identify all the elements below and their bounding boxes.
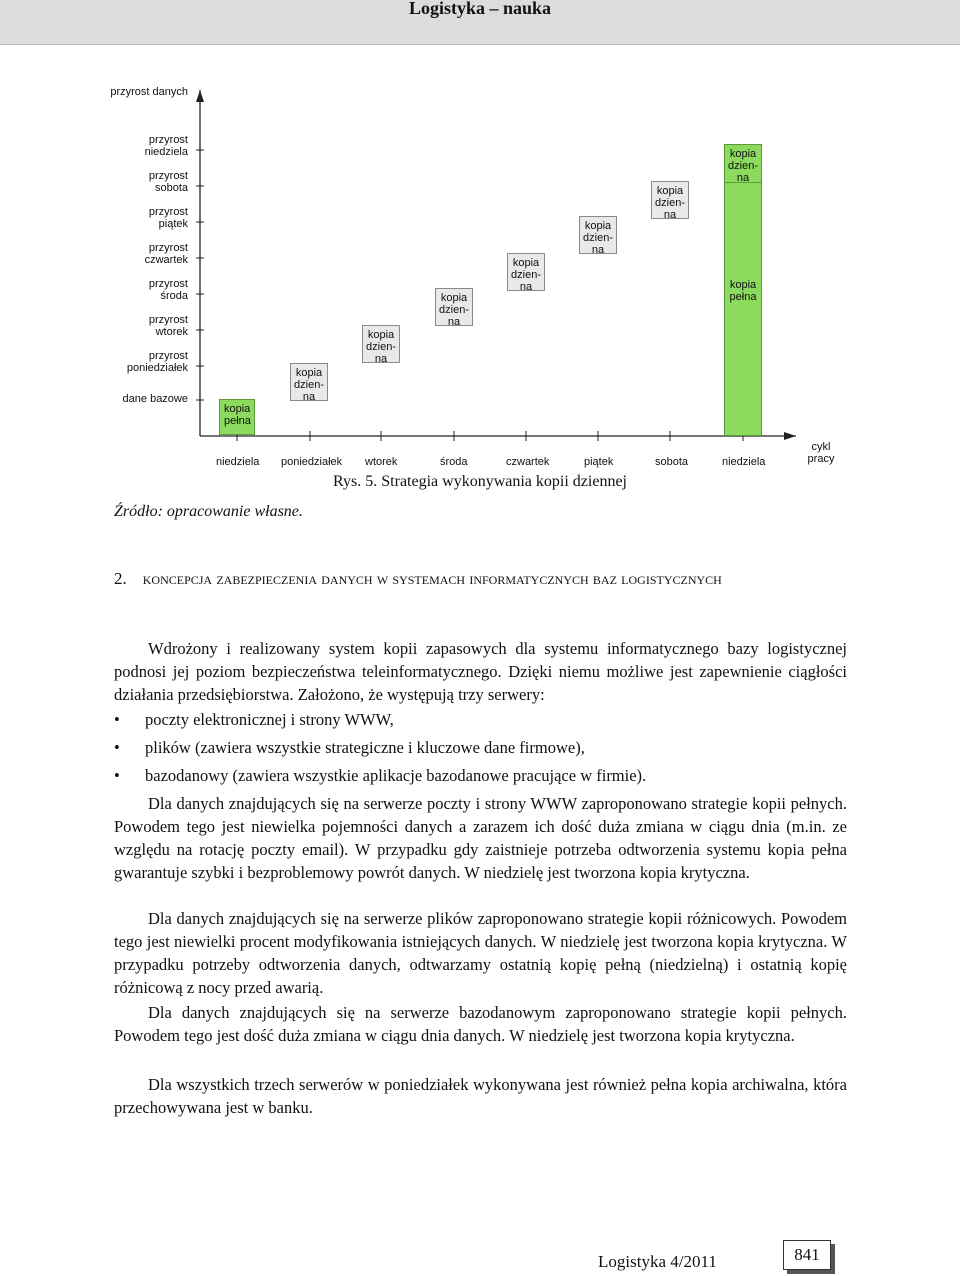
y-label-line: przyrost: [148, 314, 188, 326]
daily-copy-box-wednesday: [435, 288, 473, 326]
section-number: 2.: [114, 569, 127, 588]
paragraph: Dla danych znajdujących się na serwerze poczty i strony WWW zaproponowano strategie kopii pełnych. Powodem tego jest niewielka pojemności danych a zarazem ich dość duża zmiana w ciągu dnia (m.in. ze względu na rotację poczty email). W przypadku gdy zaistnieje potrzeba odtworzenia systemu kopia pełna gwarantuje szybki i bezproblemowy powrót danych. W niedzielę jest tworzona kopia krytyczna.: [114, 794, 847, 882]
box-text: kopia: [295, 367, 323, 379]
y-label: [38, 314, 188, 338]
y-label: [38, 278, 188, 302]
x-axis-arrow: [784, 432, 796, 440]
y-label: [38, 134, 188, 158]
x-label: środa: [440, 456, 468, 468]
page-number: 841: [783, 1240, 831, 1270]
bullet-icon: •: [114, 766, 120, 785]
list-item: [114, 706, 847, 734]
box-text: kopia: [440, 292, 468, 304]
y-label: [38, 350, 188, 374]
bullet-icon: •: [114, 710, 120, 729]
x-label: poniedziałek: [281, 456, 343, 468]
y-label-line: wtorek: [155, 326, 188, 338]
x-label: wtorek: [365, 456, 398, 468]
list-item: [114, 734, 847, 762]
x-label: niedziela: [216, 456, 260, 468]
box-text: na: [663, 209, 677, 221]
paragraph: Dla danych znajdujących się na serwerze plików zaproponowano strategie kopii różnicowych. Powodem tego jest niewielki procent modyfikowania istniejących danych. W niedzielę jest tworzona kopia krytyczna. W przypadku potrzeby odtworzenia danych, odtwarzamy ostatnią kopię pełną (niedzielną) i ostatnią kopię różnicową z nocy przed awarią.: [114, 909, 847, 997]
paragraph: Wdrożony i realizowany system kopii zapasowych dla systemu informatycznego bazy logistycznej podnosi jej poziom bezpieczeństwa teleinformatycznego. Dzięki niemu możliwe jest zapewnienie ciągłości działania przedsiębiorstwa. Założono, że występują trzy serwery:: [114, 639, 847, 704]
list-item-text: bazodanowy (zawiera wszystkie aplikacje bazodanowe pracujące w firmie).: [145, 766, 647, 785]
full-copy-box-sunday-end: [724, 144, 762, 436]
y-label-line: przyrost: [148, 278, 188, 290]
y-label: [38, 393, 188, 405]
header-title: Logistyka – nauka: [408, 0, 552, 18]
daily-copy-box-saturday: [651, 181, 689, 219]
paragraph: Dla wszystkich trzech serwerów w poniedziałek wykonywana jest również pełna kopia archiwalna, która przechowywana jest w banku.: [114, 1075, 847, 1117]
y-label: [38, 206, 188, 230]
x-label: piątek: [584, 456, 614, 468]
box-text: dzien-: [366, 341, 396, 353]
list-item-text: poczty elektronicznej i strony WWW,: [145, 710, 394, 729]
box-text: kopia: [367, 329, 395, 341]
section-heading: [114, 567, 854, 590]
y-label-line: czwartek: [144, 254, 188, 266]
y-label-line: niedziela: [144, 146, 188, 158]
y-axis-arrow: [196, 90, 204, 102]
box-text: dzien-: [583, 232, 613, 244]
box-text: na: [736, 172, 750, 184]
box-text: dzien-: [294, 379, 324, 391]
box-text: na: [591, 244, 605, 256]
box-text: dzien-: [655, 197, 685, 209]
box-text: pełna: [729, 291, 757, 303]
y-label: [38, 242, 188, 266]
daily-copy-box-tuesday: [362, 325, 400, 363]
box-text: dzien-: [728, 160, 758, 172]
list-item-text: plików (zawiera wszystkie strategiczne i kluczowe dane firmowe),: [145, 738, 585, 757]
daily-copy-box-friday: [579, 216, 617, 254]
paragraph: Dla danych znajdujących się na serwerze bazodanowym zaproponowano strategie kopii pełnych. Powodem tego jest dość duża zmiana w ciągu dnia danych. W niedzielę jest tworzona kopia krytyczna.: [114, 1003, 847, 1045]
bullet-icon: •: [114, 738, 120, 757]
full-copy-box-sunday: [219, 399, 255, 435]
box-text: pełna: [224, 415, 251, 427]
x-label: czwartek: [506, 456, 550, 468]
box-text: dzien-: [439, 304, 469, 316]
box-text: kopia: [656, 185, 684, 197]
box-text: na: [519, 281, 533, 293]
diagram-axes: [0, 0, 960, 480]
daily-copy-box-thursday: [507, 253, 545, 291]
figure-caption: Rys. 5. Strategia wykonywania kopii dziennej: [333, 473, 627, 490]
box-text: dzien-: [511, 269, 541, 281]
box-text: na: [374, 353, 388, 365]
y-axis-title: przyrost danych: [110, 86, 188, 98]
box-text: kopia: [584, 220, 612, 232]
box-text: kopia: [729, 279, 757, 291]
box-text: kopia: [512, 257, 540, 269]
y-label-line: przyrost: [148, 134, 188, 146]
y-label: [38, 170, 188, 194]
journal-name: Logistyka 4/2011: [598, 1252, 717, 1271]
list-item: [114, 762, 847, 790]
y-label-line: przyrost: [148, 206, 188, 218]
x-label: niedziela: [722, 456, 766, 468]
y-label-line: przyrost: [148, 350, 188, 362]
box-divider: [725, 182, 761, 183]
y-label-line: środa: [160, 290, 188, 302]
y-label-line: dane bazowe: [122, 393, 188, 405]
server-list: [114, 706, 847, 790]
box-text: na: [447, 316, 461, 328]
box-text: na: [302, 391, 316, 403]
y-label-line: przyrost: [148, 170, 188, 182]
x-axis-title: cykl pracy: [807, 441, 835, 465]
daily-copy-box-monday: [290, 363, 328, 401]
y-label-line: sobota: [154, 182, 188, 194]
y-label-line: przyrost: [148, 242, 188, 254]
y-label-line: piątek: [158, 218, 188, 230]
figure-source: Źródło: opracowanie własne.: [114, 503, 303, 520]
box-text: kopia: [224, 403, 251, 415]
section-title: koncepcja zabezpieczenia danych w systemach informatycznych baz logistycznych: [142, 569, 722, 588]
x-label: sobota: [655, 456, 689, 468]
box-text: kopia: [729, 148, 757, 160]
y-label-line: poniedziałek: [126, 362, 188, 374]
